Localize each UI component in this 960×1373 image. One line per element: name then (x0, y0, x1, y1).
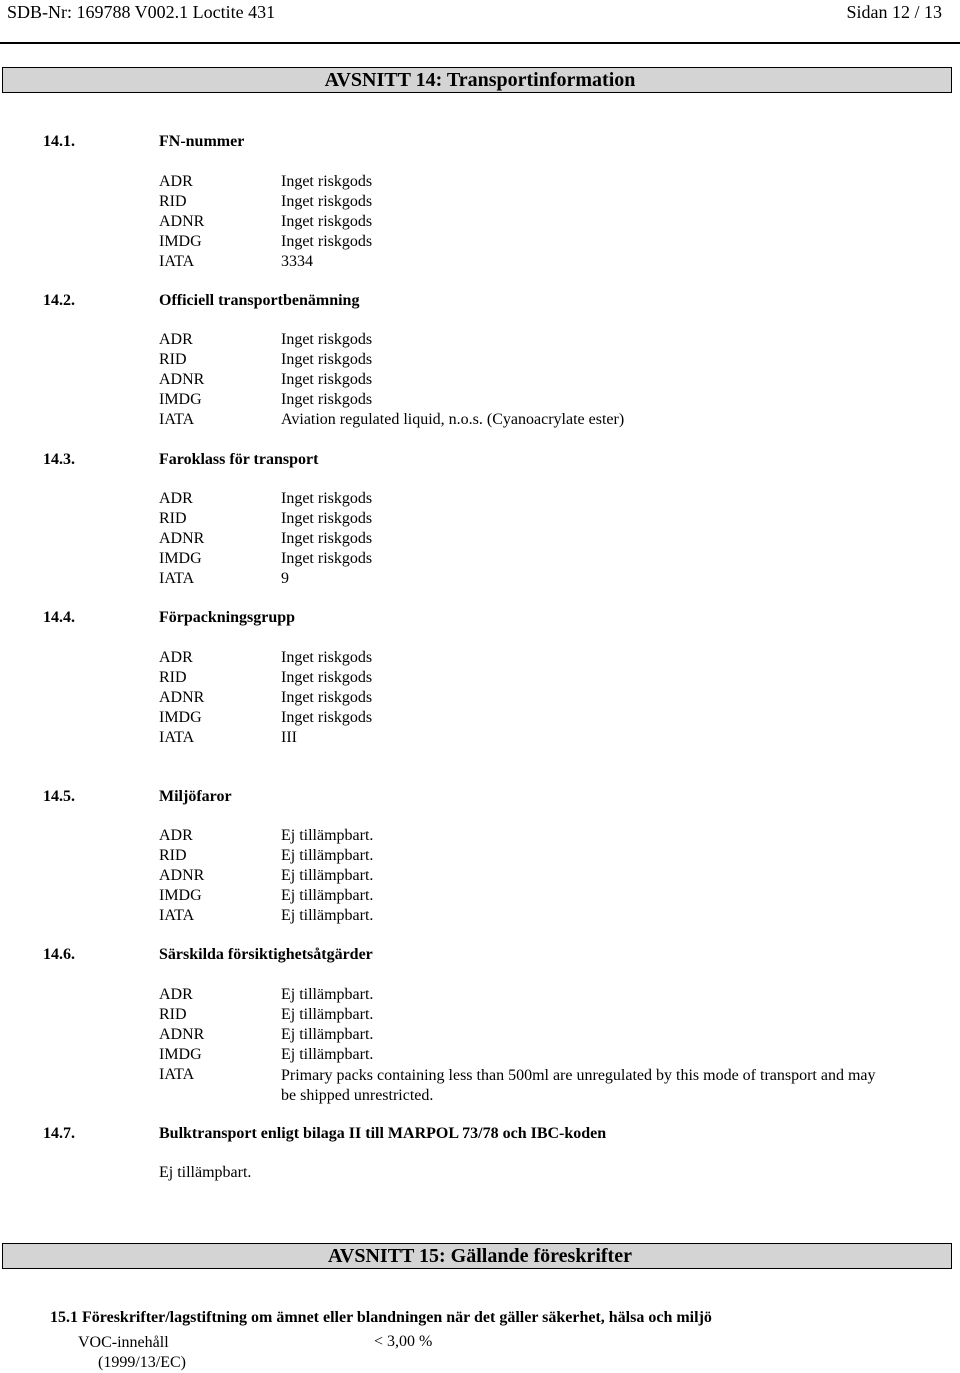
voc-label-line2: (1999/13/EC) (98, 1354, 186, 1371)
transport-mode: RID (159, 193, 187, 210)
transport-mode: ADNR (159, 371, 205, 388)
transport-mode: ADR (159, 173, 193, 190)
transport-value: Aviation regulated liquid, n.o.s. (Cyanoacrylate ester) (281, 411, 625, 428)
transport-value: Inget riskgods (281, 213, 373, 230)
transport-mode: IMDG (159, 391, 202, 408)
transport-value: Inget riskgods (281, 351, 373, 368)
transport-mode: ADR (159, 986, 193, 1003)
subsection-number: 14.5. (43, 788, 75, 805)
transport-value: Ej tillämpbart. (281, 1006, 374, 1023)
subsection-number: 14.6. (43, 946, 75, 963)
transport-mode: RID (159, 510, 187, 527)
transport-mode: ADR (159, 490, 193, 507)
transport-mode: ADNR (159, 867, 205, 884)
subsection-15-1-title: 15.1 Föreskrifter/lagstiftning om ämnet eller blandningen när det gäller säkerhet, hälsa och miljö (50, 1309, 712, 1326)
section-15-title: AVSNITT 15: Gällande föreskrifter (328, 1245, 632, 1267)
transport-value: Ej tillämpbart. (281, 1026, 374, 1043)
transport-mode: RID (159, 351, 187, 368)
transport-value: 3334 (281, 253, 313, 270)
transport-mode: IMDG (159, 1046, 202, 1063)
subsection-number: 14.4. (43, 609, 75, 626)
transport-value: Ej tillämpbart. (281, 827, 374, 844)
subsection-number: 14.3. (43, 451, 75, 468)
subsection-title: FN-nummer (159, 133, 245, 150)
transport-value: Inget riskgods (281, 490, 373, 507)
transport-value: III (281, 729, 297, 746)
transport-mode: IMDG (159, 709, 202, 726)
transport-mode: ADR (159, 331, 193, 348)
subsection-number: 14.7. (43, 1125, 75, 1142)
subsection-title: Faroklass för transport (159, 451, 319, 468)
voc-label-line1: VOC-innehåll (78, 1334, 169, 1351)
transport-value: Ej tillämpbart. (281, 847, 374, 864)
transport-mode: IMDG (159, 233, 202, 250)
subsection-title: Officiell transportbenämning (159, 292, 360, 309)
transport-value: Inget riskgods (281, 669, 373, 686)
subsection-title: Miljöfaror (159, 788, 232, 805)
section-14-title: AVSNITT 14: Transportinformation (324, 69, 636, 91)
transport-value: Inget riskgods (281, 371, 373, 388)
transport-mode: IMDG (159, 550, 202, 567)
transport-mode: RID (159, 1006, 187, 1023)
header-rule (0, 42, 960, 44)
subsection-title: Särskilda försiktighetsåtgärder (159, 946, 373, 963)
subsection-number: 14.2. (43, 292, 75, 309)
transport-mode: RID (159, 669, 187, 686)
transport-mode: IATA (159, 729, 195, 746)
transport-value: Inget riskgods (281, 510, 373, 527)
transport-mode: ADNR (159, 1026, 205, 1043)
subsection-title: Förpackningsgrupp (159, 609, 296, 626)
page-number: Sidan 12 / 13 (846, 2, 942, 22)
transport-mode: ADR (159, 827, 193, 844)
transport-mode: IATA (159, 411, 195, 428)
transport-value: Inget riskgods (281, 173, 373, 190)
transport-value: Inget riskgods (281, 649, 373, 666)
transport-value: Inget riskgods (281, 550, 373, 567)
transport-value: Ej tillämpbart. (281, 986, 374, 1003)
transport-mode: ADNR (159, 213, 205, 230)
bulk-transport-text: Ej tillämpbart. (159, 1164, 252, 1181)
transport-mode: IMDG (159, 887, 202, 904)
transport-value: Inget riskgods (281, 689, 373, 706)
transport-mode: IATA (159, 253, 195, 270)
document-id: SDB-Nr: 169788 V002.1 Loctite 431 (7, 2, 276, 22)
transport-value: Inget riskgods (281, 193, 373, 210)
transport-value: Ej tillämpbart. (281, 1046, 374, 1063)
transport-value: 9 (281, 570, 289, 587)
transport-value: Primary packs containing less than 500ml are unregulated by this mode of transport and may be shipped unrestricted. (281, 1067, 876, 1104)
transport-value: Inget riskgods (281, 530, 373, 547)
voc-label (78, 1333, 186, 1373)
subsection-number: 14.1. (43, 133, 75, 150)
transport-mode: ADR (159, 649, 193, 666)
transport-mode: IATA (159, 907, 195, 924)
transport-mode: ADNR (159, 689, 205, 706)
section-15-banner (2, 1243, 952, 1269)
voc-value: < 3,00 % (374, 1333, 433, 1350)
transport-mode: IATA (159, 570, 195, 587)
transport-value: Inget riskgods (281, 391, 373, 408)
subsection-title: Bulktransport enligt bilaga II till MARPOL 73/78 och IBC-koden (159, 1125, 607, 1142)
transport-mode: RID (159, 847, 187, 864)
transport-value: Ej tillämpbart. (281, 867, 374, 884)
transport-value: Inget riskgods (281, 331, 373, 348)
transport-value: Inget riskgods (281, 709, 373, 726)
section-14-banner (2, 67, 952, 93)
transport-value: Ej tillämpbart. (281, 887, 374, 904)
transport-value: Ej tillämpbart. (281, 907, 374, 924)
transport-value: Inget riskgods (281, 233, 373, 250)
transport-mode: IATA (159, 1066, 195, 1083)
page-header (7, 0, 942, 28)
transport-mode: ADNR (159, 530, 205, 547)
